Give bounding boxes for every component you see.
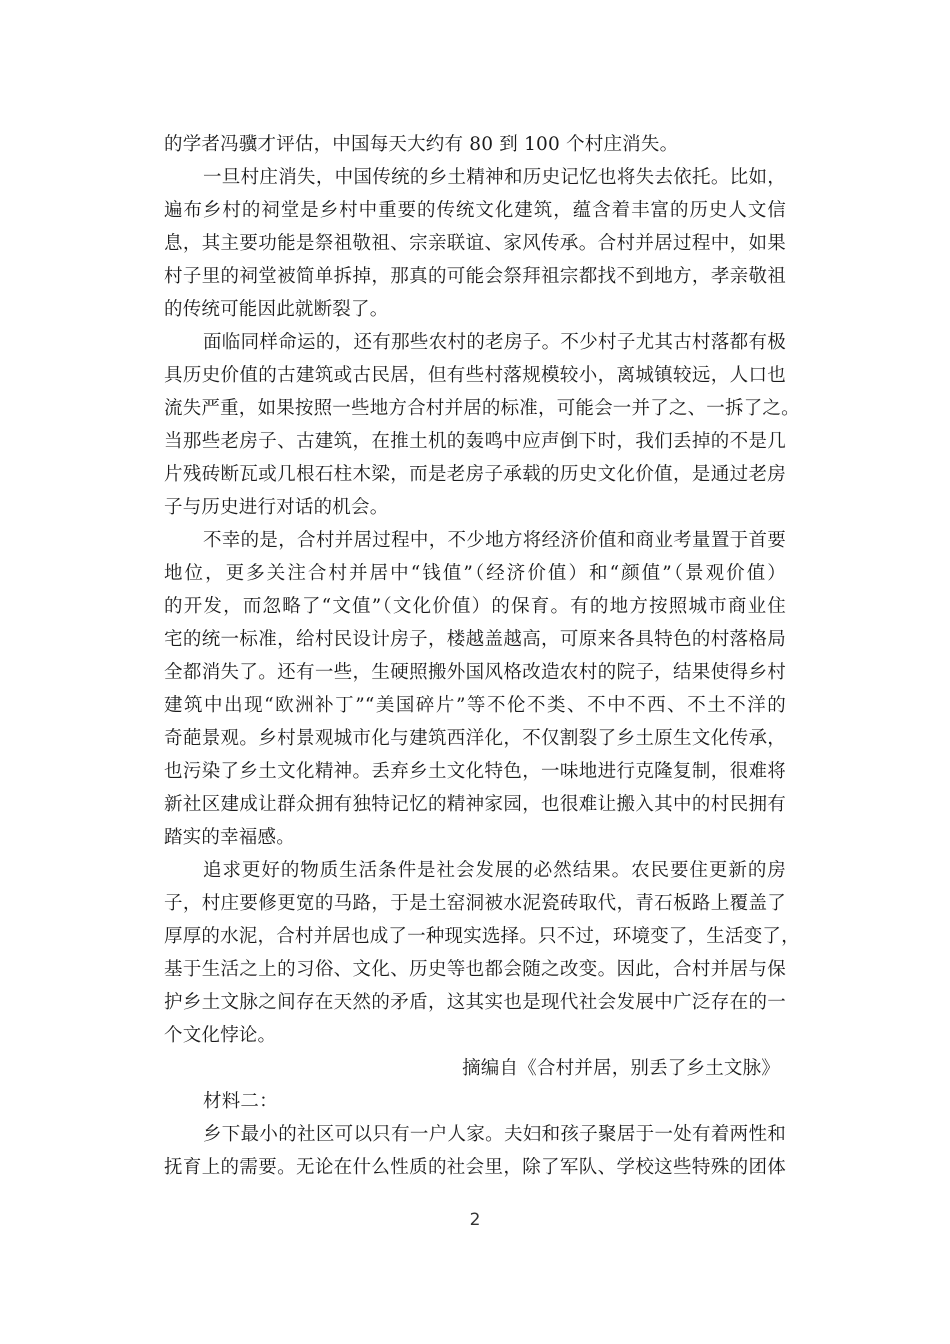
body-text bbox=[164, 128, 800, 1184]
text-line: 宅的统一标准，给村民设计房子，楼越盖越高，可原来各具特色的村落格局 bbox=[164, 629, 786, 650]
text-line: 村子里的祠堂被简单拆掉，那真的可能会祭拜祖宗都找不到地方，孝亲敬祖 bbox=[164, 266, 786, 287]
text-line: 遍布乡村的祠堂是乡村中重要的传统文化建筑，蕴含着丰富的历史人文信 bbox=[164, 200, 786, 221]
text-line: 流失严重，如果按照一些地方合村并居的标准，可能会一并了之、一拆了之。 bbox=[164, 398, 800, 419]
text-line: 踏实的幸福感。 bbox=[164, 827, 295, 848]
source-citation: 摘编自《合村并居，别丢了乡土文脉》 bbox=[462, 1058, 780, 1079]
text-line: 子与历史进行对话的机会。 bbox=[164, 497, 389, 518]
text-line: 也污染了乡土文化精神。丢弃乡土文化特色，一味地进行克隆复制，很难将 bbox=[164, 761, 786, 782]
text-line: 全都消失了。还有一些，生硬照搬外国风格改造农村的院子，结果使得乡村 bbox=[164, 662, 786, 683]
text-line: 当那些老房子、古建筑，在推土机的轰鸣中应声倒下时，我们丢掉的不是几 bbox=[164, 431, 786, 452]
text-line: 厚厚的水泥，合村并居也成了一种现实选择。只不过，环境变了，生活变了， bbox=[164, 926, 800, 947]
text-line: 地位，更多关注合村并居中“钱值”（经济价值）和“颜值”（景观价值） bbox=[164, 563, 786, 584]
text-line: 具历史价值的古建筑或古民居，但有些村落规模较小，离城镇较远，人口也 bbox=[164, 365, 786, 386]
text-line: 抚育上的需要。无论在什么性质的社会里，除了军队、学校这些特殊的团体 bbox=[164, 1157, 786, 1178]
text-line: 个文化悖论。 bbox=[164, 1025, 277, 1046]
text-line: 的传统可能因此就断裂了。 bbox=[164, 299, 389, 320]
text-line: 奇葩景观。乡村景观城市化与建筑西洋化，不仅割裂了乡土原生文化传承， bbox=[164, 728, 786, 749]
paragraph-first-line: 追求更好的物质生活条件是社会发展的必然结果。农民要住更新的房 bbox=[203, 860, 786, 881]
section-heading: 材料二： bbox=[203, 1091, 278, 1112]
text-line: 护乡土文脉之间存在天然的矛盾，这其实也是现代社会发展中广泛存在的一 bbox=[164, 992, 786, 1013]
paragraph-first-line: 乡下最小的社区可以只有一户人家。夫妇和孩子聚居于一处有着两性和 bbox=[203, 1124, 786, 1145]
text-line: 片残砖断瓦或几根石柱木梁，而是老房子承载的历史文化价值，是通过老房 bbox=[164, 464, 786, 485]
paragraph-first-line: 面临同样命运的，还有那些农村的老房子。不少村子尤其古村落都有极 bbox=[203, 332, 786, 353]
text-line: 的开发，而忽略了“文值”（文化价值）的保育。有的地方按照城市商业住 bbox=[164, 596, 786, 617]
text-line: 子，村庄要修更宽的马路，于是土窑洞被水泥瓷砖取代，青石板路上覆盖了 bbox=[164, 893, 786, 914]
text-line: 的学者冯骥才评估，中国每天大约有 80 到 100 个村庄消失。 bbox=[164, 134, 679, 155]
text-line: 基于生活之上的习俗、文化、历史等也都会随之改变。因此，合村并居与保 bbox=[164, 959, 786, 980]
page-number: 2 bbox=[469, 1210, 481, 1230]
text-line: 新社区建成让群众拥有独特记忆的精神家园，也很难让搬入其中的村民拥有 bbox=[164, 794, 786, 815]
paragraph-first-line: 不幸的是，合村并居过程中，不少地方将经济价值和商业考量置于首要 bbox=[203, 530, 786, 551]
text-line: 息，其主要功能是祭祖敬祖、宗亲联谊、家风传承。合村并居过程中，如果 bbox=[164, 233, 786, 254]
paragraph-first-line: 一旦村庄消失，中国传统的乡土精神和历史记忆也将失去依托。比如， bbox=[203, 167, 786, 188]
text-line: 建筑中出现“欧洲补丁”“美国碎片”等不伦不类、不中不西、不土不洋的 bbox=[164, 695, 786, 716]
